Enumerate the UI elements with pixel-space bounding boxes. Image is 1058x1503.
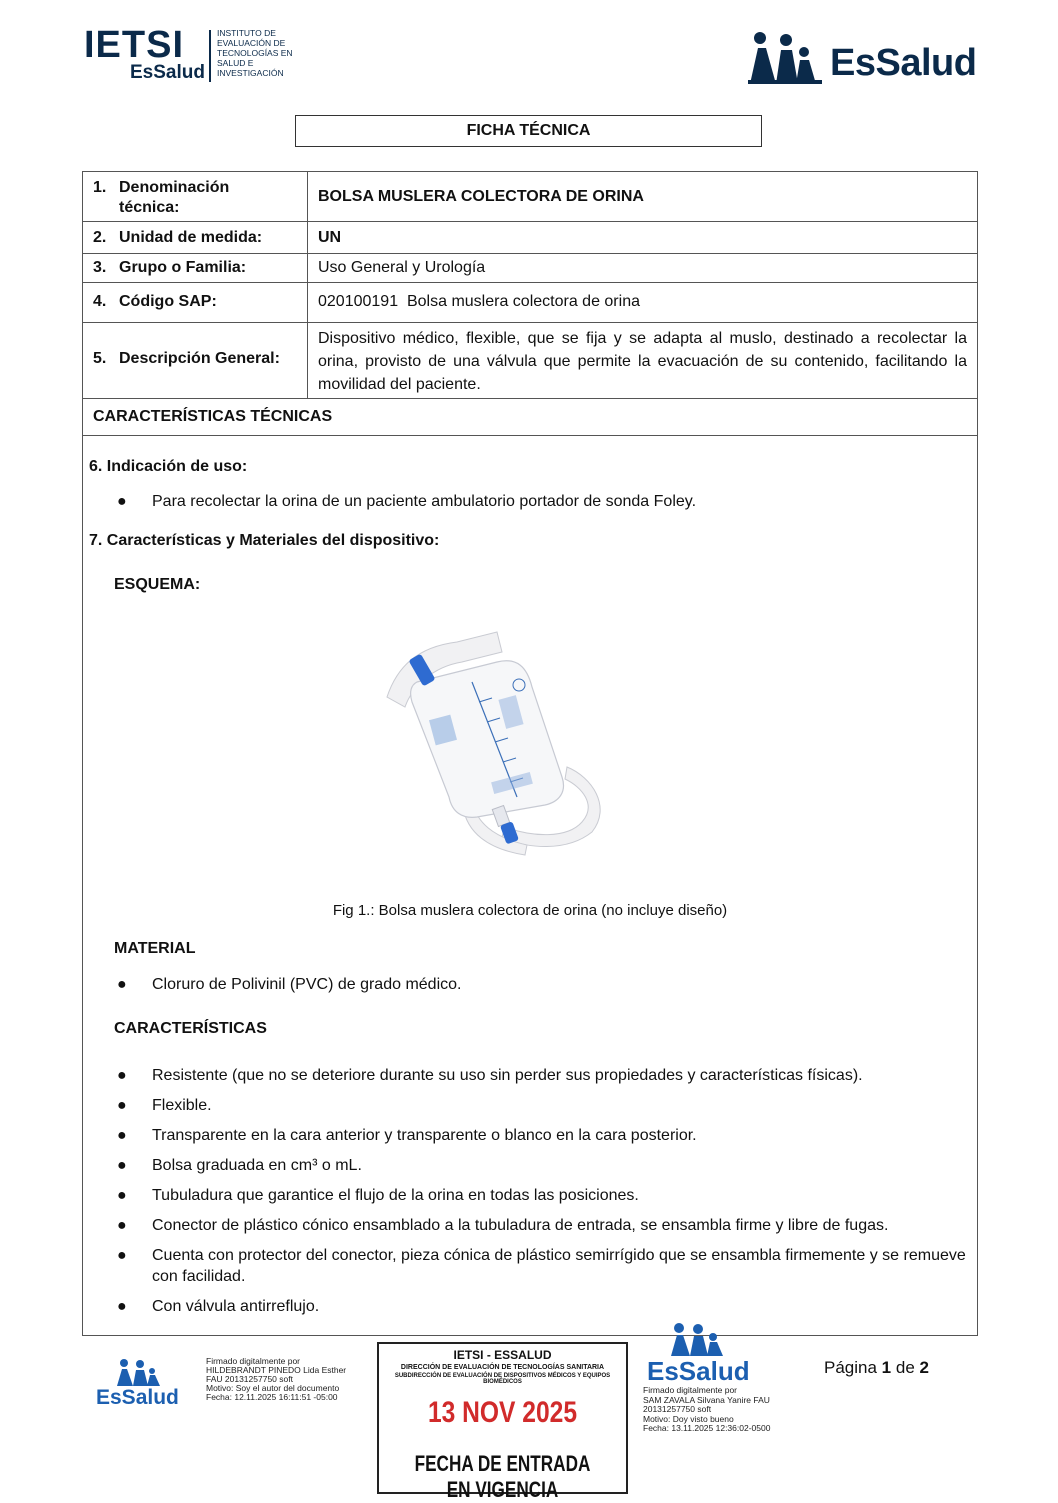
unidad-value: UN — [318, 229, 342, 246]
bullet-icon: ● — [117, 1187, 127, 1204]
row-descripcion: 5. Descripción General: Dispositivo médico, flexible, que se fija y se adapta al muslo, destinado a recolectar la orina, provisto de una válvula que permite la evacuación de su contenido, facilitando la movilidad del paciente. — [83, 323, 977, 399]
esquema-heading: ESQUEMA: — [114, 576, 201, 593]
leg-bag-illustration — [377, 627, 617, 862]
bullet-icon: ● — [117, 1127, 127, 1144]
family-figures-icon — [114, 1358, 164, 1388]
essalud-logo — [746, 30, 977, 86]
row-caracteristicas-tecnicas — [83, 399, 977, 436]
ietsi-logo-name: IETSI — [84, 24, 185, 66]
ficha-table: 1. Denominación técnica: BOLSA MUSLERA COLECTORA DE ORINA 2. Unidad de medida: UN 3. Grupo o Familia: Uso General y Urología 4. Código SAP: 020100191 Bolsa muslera colectora de orina 5. Descripción General: Dispositivo médico, flexible, que se fija y se adapta al muslo, destinado a recolectar la orina, provisto de una válvula que permite la evacuación de su contenido, facilitando la movilidad del paciente. CARACTERÍSTICAS TÉCNICAS 6. Indicación de uso: ● Para recolectar la orina de un paciente ambulatorio portador de sonda Foley. 7. Características y Materiales del dispositivo: ESQUEMA: Fig 1.: Bolsa muslera colectora de orina (no incluye diseño) MATERIAL ● Cloruro de Polivinil (PVC) de grado médico. CARACTERÍSTICAS ● Resistente (que no se deteriore durante su uso sin perder sus propiedades y características físicas). ● Flexible. ● Transparente en la cara anterior y transparente o blanco en la cara posterior. ● Bolsa graduada en cm³ o mL. ● Tubuladura que garantice el flujo de la orina en todas las posiciones. ● Conector de plástico cónico ensamblado a la tubuladura de entrada, se ensambla firme y libre de fugas. ● Cuenta con protector del conector, pieza cónica de plástico semirrígido que se ensambla firmemente y se remueve con facilidad. ● Con válvula antirreflujo. — [82, 171, 978, 1336]
bullet-icon: ● — [117, 493, 127, 510]
row-codigo: 4. Código SAP: 020100191 Bolsa muslera colectora de orina — [83, 283, 977, 323]
ietsi-logo — [84, 24, 304, 88]
materiales-heading: 7. Características y Materiales del dispositivo: — [89, 532, 440, 549]
page-number: Página 1 de 2 — [824, 1358, 929, 1377]
vigencia-stamp: IETSI - ESSALUD DIRECCIÓN DE EVALUACIÓN DE TECNOLOGÍAS SANITARIA SUBDIRECCIÓN DE EVALUACIÓN DE DISPOSITIVOS MÉDICOS Y EQUIPOS BIOMÉDICOS 13 NOV 2025 FECHA DE ENTRADA EN VIGENCIA — [377, 1342, 628, 1494]
row-unidad: 2. Unidad de medida: UN — [83, 222, 977, 254]
material-heading: MATERIAL — [114, 940, 196, 957]
bullet-icon: ● — [117, 1067, 127, 1084]
codigo-value: 020100191 Bolsa muslera colectora de orina — [318, 293, 640, 310]
row-grupo: 3. Grupo o Familia: Uso General y Urología — [83, 254, 977, 283]
essalud-logo-text: EsSalud — [830, 42, 977, 84]
descripcion-value: Dispositivo médico, flexible, que se fija y se adapta al muslo, destinado a recolectar la orina, provisto de una válvula que permite la evacuación de su contenido, facilitando la movilidad del paciente. — [318, 330, 967, 393]
page-title: FICHA TÉCNICA — [295, 115, 762, 147]
grupo-value: Uso General y Urología — [318, 259, 486, 276]
bullet-icon: ● — [117, 976, 127, 993]
bullet-icon: ● — [117, 1298, 127, 1315]
figure-caption: Fig 1.: Bolsa muslera colectora de orina (no incluye diseño) — [332, 902, 728, 919]
bullet-icon: ● — [117, 1247, 127, 1264]
footer-essalud-logo: EsSalud — [96, 1358, 176, 1414]
row-denominacion: 1. Denominación técnica: BOLSA MUSLERA COLECTORA DE ORINA — [83, 172, 977, 222]
family-figures-icon — [746, 30, 826, 86]
caracteristicas-heading: CARACTERÍSTICAS — [114, 1020, 267, 1037]
ietsi-logo-divider — [209, 30, 211, 82]
ietsi-logo-sub: EsSalud — [130, 62, 205, 83]
digital-signature-left: Firmado digitalmente por HILDEBRANDT PINEDO Lida Esther FAU 20131257750 soft Motivo: Soy el autor del documento Fecha: 12.11.2025 16:11:51 -05:00 — [206, 1356, 347, 1402]
denominacion-value: BOLSA MUSLERA COLECTORA DE ORINA — [318, 188, 644, 205]
caracteristicas-tecnicas-heading: CARACTERÍSTICAS TÉCNICAS — [93, 408, 333, 425]
bullet-icon: ● — [117, 1097, 127, 1114]
indicacion-heading: 6. Indicación de uso: — [89, 458, 248, 475]
bullet-icon: ● — [117, 1217, 127, 1234]
digital-signature-right: Firmado digitalmente por SAM ZAVALA Silvana Yanire FAU 20131257750 soft Motivo: Doy visto bueno Fecha: 13.11.2025 12:36:02-0500 — [643, 1385, 771, 1433]
family-figures-icon — [667, 1322, 727, 1358]
stamp-date: 13 NOV 2025 — [427, 1396, 578, 1429]
signature-essalud-logo: EsSalud — [645, 1320, 755, 1390]
ietsi-logo-fullname: INSTITUTO DE EVALUACIÓN DE TECNOLOGÍAS EN SALUD E INVESTIGACIÓN — [217, 28, 293, 78]
bullet-icon: ● — [117, 1157, 127, 1174]
